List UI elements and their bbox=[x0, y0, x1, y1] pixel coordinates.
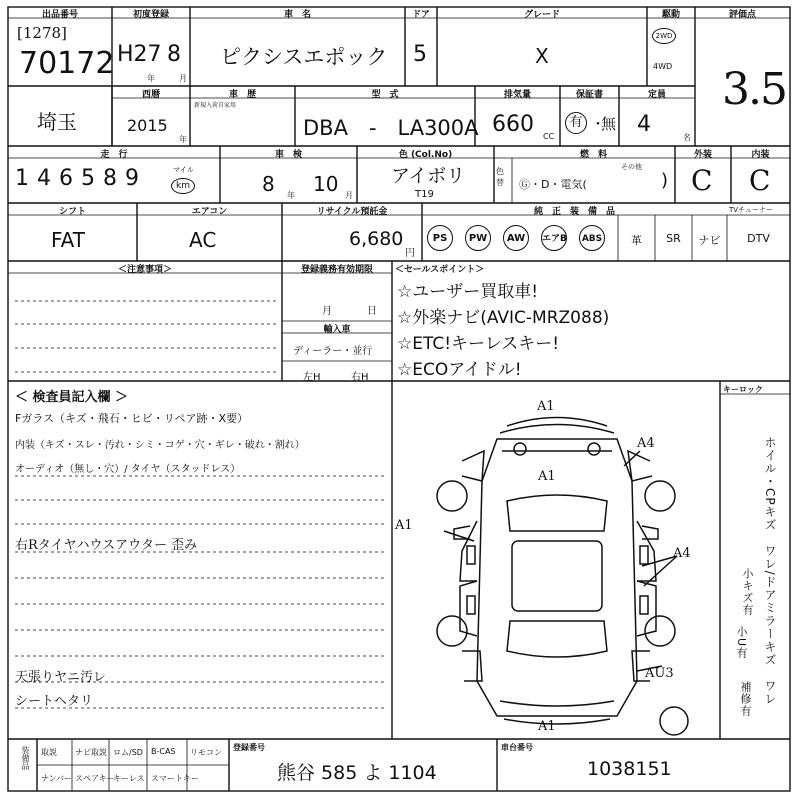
mileage-digit: 1 bbox=[15, 166, 37, 191]
lot-number-header: 出品番号 bbox=[41, 10, 78, 20]
history-note: 新規入荷自家用 bbox=[194, 102, 237, 109]
drive-header: 駆動 bbox=[661, 10, 680, 20]
reg-number-label: 登録番号 bbox=[233, 743, 265, 752]
first-reg-year-unit: 年 bbox=[147, 74, 155, 83]
year-ad-unit: 年 bbox=[179, 135, 187, 144]
footer-item-bcas: B-CAS bbox=[151, 747, 176, 756]
first-reg-era: H27 bbox=[117, 42, 162, 67]
inspector-handwritten-note: シートヘタリ bbox=[15, 694, 94, 709]
damage-label-left-side: A1 bbox=[395, 518, 413, 533]
mileage-value bbox=[15, 166, 147, 191]
equip-abs-circled: ABS bbox=[579, 225, 605, 251]
footer-equipment-label: 装備品 bbox=[21, 746, 30, 770]
lot-bracket: [1278] bbox=[17, 24, 67, 42]
damage-label-right-doors: A4 bbox=[673, 546, 691, 561]
mileage-header: 走 行 bbox=[100, 150, 128, 160]
exterior-header: 外装 bbox=[693, 150, 712, 160]
warranty-separator: ・ bbox=[591, 117, 605, 133]
import-right-hand: 右H bbox=[351, 372, 369, 383]
import-header: 輸入車 bbox=[323, 325, 351, 335]
recycle-amount: 6,680 bbox=[349, 228, 404, 250]
fuel-header: 燃 料 bbox=[579, 150, 607, 160]
damage-label-front-bumper: A1 bbox=[537, 399, 555, 414]
type-code: DBA - LA300A bbox=[303, 116, 479, 140]
recycle-header: リサイクル預託金 bbox=[316, 207, 388, 217]
damage-label-front-fender: A4 bbox=[637, 436, 655, 451]
fuel-options: Ⓖ・D・電気( bbox=[519, 178, 587, 191]
shift-value: FAT bbox=[51, 228, 86, 252]
mileage-digit: 6 bbox=[59, 166, 81, 191]
damage-label-rear-bumper: A1 bbox=[538, 719, 556, 734]
fuel-close-paren: ) bbox=[661, 170, 669, 191]
inspector-title: ＜ 検査員記入欄 ＞ bbox=[15, 390, 129, 405]
exterior-grade: C bbox=[691, 164, 713, 197]
tv-tuner-label: TVチューナー bbox=[729, 206, 773, 214]
inspection-year: 8 bbox=[262, 172, 275, 196]
chassis-number-label: 車台番号 bbox=[501, 743, 533, 752]
wheel-mirror-note: ホイル・CPキズ ワレ/ドアミラーキズ ワレ bbox=[763, 436, 777, 706]
equip-pw-circled: PW bbox=[465, 225, 491, 251]
key-lock-header: キーロック bbox=[723, 385, 763, 394]
inspector-interior-line: 内装（キズ・スレ・汚れ・シミ・コゲ・穴・ギレ・破れ・割れ） bbox=[15, 440, 305, 451]
warranty-header: 保証書 bbox=[575, 90, 603, 100]
model-name-header: 車 名 bbox=[283, 10, 311, 20]
mileage-digit: 5 bbox=[81, 166, 103, 191]
score-header: 評価点 bbox=[728, 10, 756, 20]
chassis-number: 1038151 bbox=[587, 758, 672, 780]
inspector-handwritten-note: 天張りヤニ汚レ bbox=[15, 670, 107, 685]
footer-item-plate: ナンバー bbox=[41, 774, 73, 783]
equip-leather: 革 bbox=[631, 234, 642, 247]
warranty-no: 無 bbox=[601, 115, 617, 133]
capacity-header: 定員 bbox=[647, 90, 666, 100]
fuel-other-label: その他 bbox=[621, 163, 642, 171]
interior-grade: C bbox=[749, 164, 771, 197]
aircon-header: エアコン bbox=[191, 207, 228, 217]
small-scratch-note: 小キズ有 bbox=[741, 568, 754, 616]
grade-header: グレード bbox=[523, 10, 560, 20]
first-registration-header: 初度登録 bbox=[132, 10, 169, 20]
footer-item-remote: リモコン bbox=[190, 748, 222, 757]
aircon-value: AC bbox=[189, 228, 217, 252]
capacity-unit: 名 bbox=[683, 133, 691, 142]
shift-header: シフト bbox=[58, 207, 86, 217]
sales-point: ☆ECOアイドル! bbox=[397, 360, 522, 380]
color-header: 色 (Col.No) bbox=[398, 150, 453, 160]
reg-number: 熊谷 585 よ 1104 bbox=[277, 762, 437, 784]
history-header: 車 歴 bbox=[228, 90, 256, 100]
footer-item-rom-sd: ロム/SD bbox=[113, 748, 143, 757]
footer-item-keyless: キーレス bbox=[113, 774, 145, 783]
inspector-handwritten-note: 右Rタイヤハウスアウター 歪み bbox=[15, 538, 198, 553]
recycle-unit: 円 bbox=[405, 248, 415, 259]
import-dealer: ディーラー・並行 bbox=[293, 346, 373, 357]
interior-header: 内装 bbox=[751, 150, 770, 160]
first-reg-month: 8 bbox=[167, 42, 181, 67]
footer-item-smart-key: スマートキー bbox=[151, 774, 199, 783]
year-ad: 2015 bbox=[127, 116, 168, 135]
repaired-note: 補修有 bbox=[739, 681, 752, 717]
inspection-month-unit: 月 bbox=[345, 191, 353, 200]
equip-dtv: DTV bbox=[747, 232, 770, 245]
sales-point: ☆外楽ナビ(AVIC-MRZ088) bbox=[397, 308, 610, 328]
import-left-hand: 左H bbox=[303, 372, 321, 383]
equip-airbag-circled: エアB bbox=[541, 225, 567, 251]
inspector-audio-tire-line: オーディオ（無し・穴）/ タイヤ（スタッドレス） bbox=[15, 464, 241, 475]
sales-point: ☆ETC!キーレスキー! bbox=[397, 334, 560, 354]
location: 埼玉 bbox=[37, 110, 77, 134]
damage-label-rear-fender: AU3 bbox=[645, 666, 674, 681]
displacement-unit: CC bbox=[543, 132, 555, 141]
inspection-header: 車 検 bbox=[274, 150, 302, 160]
color-swap-label: 色替 bbox=[496, 167, 504, 187]
footer-item-spare-key: スペアキー bbox=[75, 774, 115, 783]
inspector-glass-line: Fガラス（キズ・飛石・ヒビ・リペア跡・X要） bbox=[15, 412, 249, 425]
auction-sheet bbox=[7, 6, 791, 792]
remarks-header: ＜注意事項＞ bbox=[117, 265, 172, 275]
color-code: T19 bbox=[415, 189, 434, 200]
doors-value: 5 bbox=[413, 42, 427, 67]
sales-points-header: ＜セールスポイント＞ bbox=[395, 265, 485, 275]
capacity-value: 4 bbox=[637, 112, 651, 137]
score-value: 3.5 bbox=[722, 64, 786, 115]
displacement-value: 660 bbox=[492, 112, 534, 137]
inspection-year-unit: 年 bbox=[287, 191, 295, 200]
equip-ps-circled: PS bbox=[427, 225, 453, 251]
mileage-unit-km-circled: km bbox=[171, 178, 195, 194]
footer-item-navi-manual: ナビ取説 bbox=[75, 748, 107, 757]
first-reg-month-unit: 月 bbox=[179, 74, 187, 83]
reg-expiry-day: 日 bbox=[367, 306, 377, 317]
damage-label-hood: A1 bbox=[538, 469, 556, 484]
reg-expiry-header: 登録義務有効期限 bbox=[300, 265, 373, 275]
mileage-digit: 9 bbox=[125, 166, 147, 191]
equip-sunroof: SR bbox=[666, 232, 681, 245]
mileage-digit: 4 bbox=[37, 166, 59, 191]
model-name: ピクシスエポック bbox=[220, 45, 388, 69]
lot-number: 70172 bbox=[19, 46, 115, 81]
sales-point: ☆ユーザー買取車! bbox=[397, 282, 539, 302]
drive-2wd-circled: 2WD bbox=[652, 28, 676, 44]
drive-4wd: 4WD bbox=[653, 62, 673, 71]
equip-aw-circled: AW bbox=[503, 225, 529, 251]
type-header: 型 式 bbox=[371, 90, 399, 100]
inspection-month: 10 bbox=[313, 172, 339, 196]
warranty-yes-circled: 有 bbox=[565, 112, 587, 134]
footer-item-manual: 取説 bbox=[41, 748, 57, 757]
equipment-header: 純 正 装 備 品 bbox=[533, 207, 615, 217]
region-header: 西暦 bbox=[141, 90, 160, 100]
equip-navi: ナビ bbox=[698, 234, 721, 247]
mileage-unit-mile: マイル bbox=[173, 166, 194, 174]
mileage-digit: 8 bbox=[103, 166, 125, 191]
small-dent-note: 小U有 bbox=[735, 626, 748, 660]
displacement-header: 排気量 bbox=[503, 90, 531, 100]
reg-expiry-month: 月 bbox=[322, 306, 332, 317]
color-name: アイボリ bbox=[391, 165, 466, 187]
doors-header: ドア bbox=[412, 10, 430, 20]
car-damage-diagram bbox=[392, 381, 720, 739]
grade-value: X bbox=[535, 44, 549, 68]
